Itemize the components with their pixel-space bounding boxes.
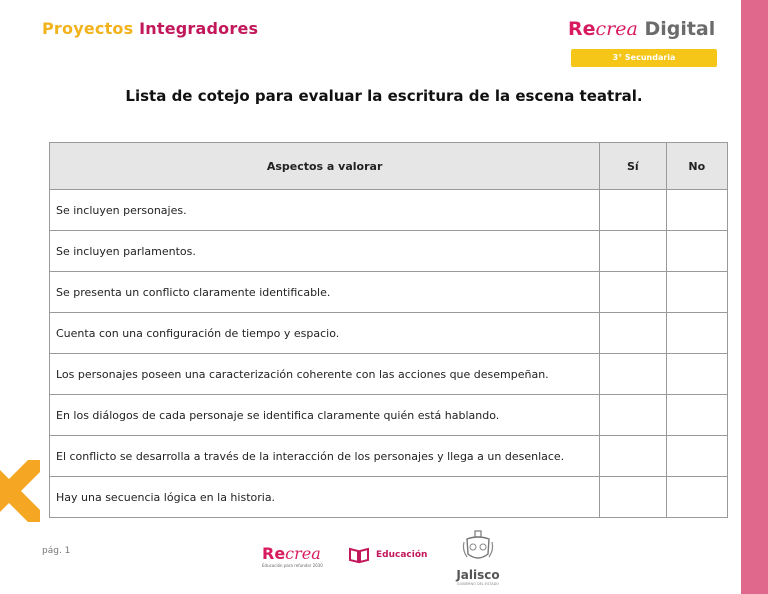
footer-recrea-logo [262, 544, 323, 568]
no-checkbox-cell[interactable] [666, 477, 727, 518]
table-row [50, 272, 728, 313]
aspect-cell: En los diálogos de cada personaje se identifica claramente quién está hablando. [50, 395, 600, 436]
brand-name [568, 18, 728, 40]
si-checkbox-cell[interactable] [600, 477, 666, 518]
si-checkbox-cell[interactable] [600, 436, 666, 477]
si-checkbox-cell[interactable] [600, 231, 666, 272]
footer-recrea-crea: crea [285, 544, 321, 563]
footer-jalisco-logo [448, 530, 508, 586]
header-no: No [666, 143, 727, 190]
footer-recrea-name [262, 544, 323, 563]
no-checkbox-cell[interactable] [666, 231, 727, 272]
table-header-row [50, 143, 728, 190]
brand-crea: crea [595, 18, 638, 40]
header-si: Sí [600, 143, 666, 190]
checklist-table [49, 142, 728, 518]
header-aspects: Aspectos a valorar [50, 143, 600, 190]
aspect-cell: Cuenta con una configuración de tiempo y espacio. [50, 313, 600, 354]
aspect-cell: Hay una secuencia lógica en la historia. [50, 477, 600, 518]
table-row [50, 190, 728, 231]
jalisco-label: Jalisco [456, 568, 500, 582]
footer-recrea-re: Re [262, 544, 286, 563]
table-row [50, 395, 728, 436]
footer-education-logo [348, 546, 427, 564]
si-checkbox-cell[interactable] [600, 395, 666, 436]
table-row [50, 477, 728, 518]
project-title-word2: Integradores [139, 19, 259, 38]
aspect-cell: El conflicto se desarrolla a través de la interacción de los personajes y llega a un desenlace. [50, 436, 600, 477]
project-title-word1: Proyectos [42, 19, 134, 38]
brand-re: Re [568, 18, 596, 40]
education-label: Educación [376, 550, 428, 560]
table-row [50, 313, 728, 354]
jalisco-crest-icon [461, 530, 495, 566]
si-checkbox-cell[interactable] [600, 354, 666, 395]
si-checkbox-cell[interactable] [600, 190, 666, 231]
grade-badge: 3° Secundaria [571, 49, 717, 67]
no-checkbox-cell[interactable] [666, 272, 727, 313]
no-checkbox-cell[interactable] [666, 313, 727, 354]
si-checkbox-cell[interactable] [600, 272, 666, 313]
si-checkbox-cell[interactable] [600, 313, 666, 354]
brand-digital: Digital [637, 18, 716, 40]
no-checkbox-cell[interactable] [666, 354, 727, 395]
aspect-cell: Se presenta un conflicto claramente identificable. [50, 272, 600, 313]
document-title: Lista de cotejo para evaluar la escritura de la escena teatral. [125, 87, 643, 105]
jalisco-sub: GOBIERNO DEL ESTADO [456, 582, 500, 586]
no-checkbox-cell[interactable] [666, 436, 727, 477]
project-title [42, 19, 258, 38]
aspect-cell: Se incluyen parlamentos. [50, 231, 600, 272]
no-checkbox-cell[interactable] [666, 395, 727, 436]
no-checkbox-cell[interactable] [666, 190, 727, 231]
table-row [50, 436, 728, 477]
aspect-cell: Se incluyen personajes. [50, 190, 600, 231]
x-mark-decoration [0, 460, 40, 522]
footer-recrea-tagline: Educación para refundar 2030 [262, 563, 323, 568]
recrea-digital-logo [568, 18, 728, 62]
page-number: pág. 1 [42, 546, 71, 556]
aspect-cell: Los personajes poseen una caracterización coherente con las acciones que desempeñan. [50, 354, 600, 395]
book-icon [348, 546, 370, 564]
table-row [50, 231, 728, 272]
table-row [50, 354, 728, 395]
